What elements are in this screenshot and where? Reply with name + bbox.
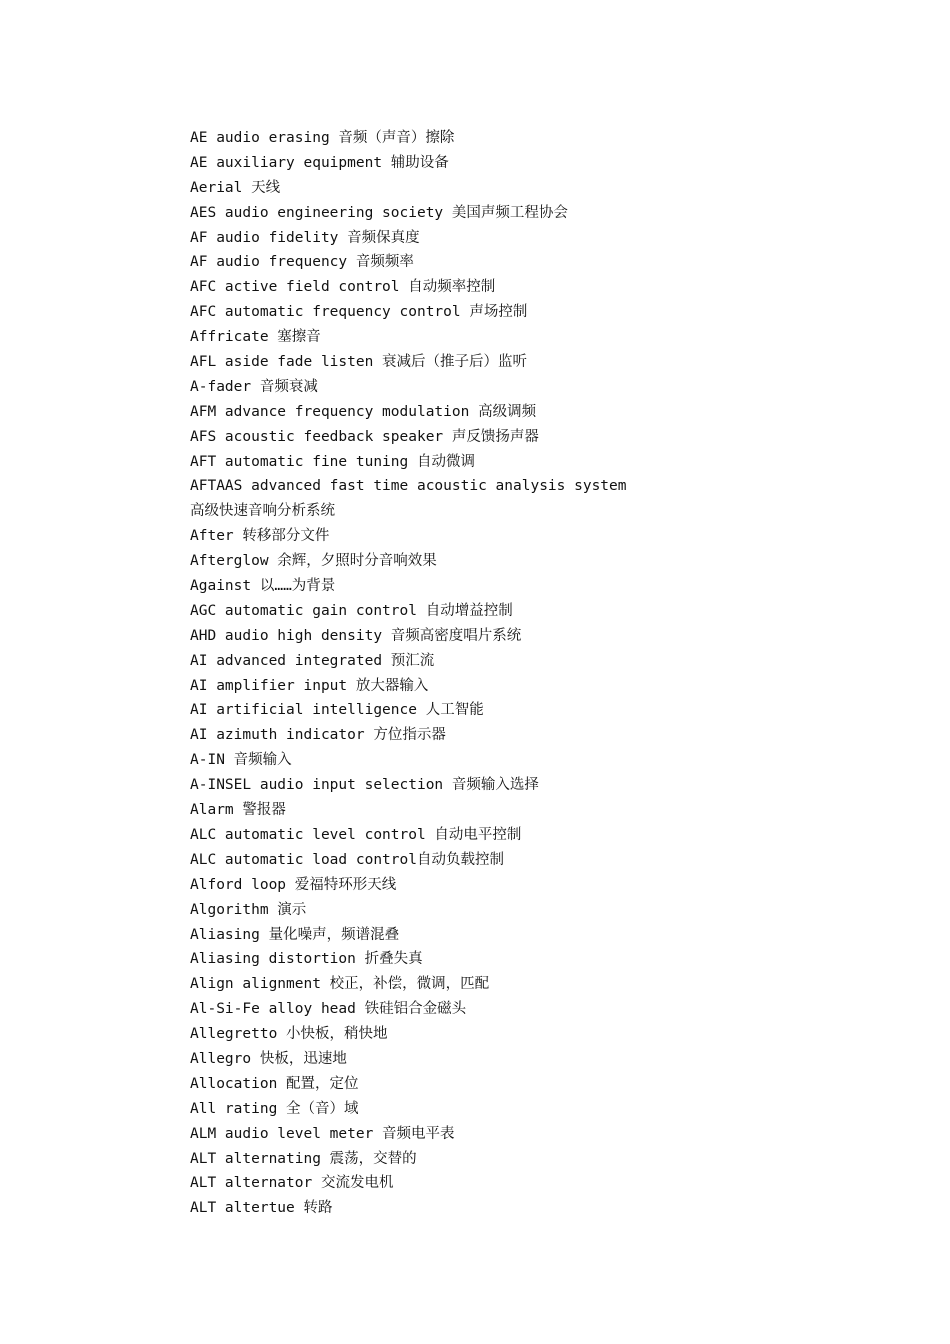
glossary-entry: ALC automatic load control自动负载控制 <box>190 851 504 868</box>
glossary-entry: AF audio fidelity 音频保真度 <box>190 229 420 246</box>
glossary-entry: ALT alternator 交流发电机 <box>190 1175 394 1192</box>
glossary-entry: Align alignment 校正，补偿，微调，匹配 <box>190 976 490 993</box>
glossary-entry: AGC automatic gain control 自动增益控制 <box>190 602 513 619</box>
glossary-entry-continuation: 高级快速音响分析系统 <box>190 503 335 520</box>
glossary-entry: Affricate 塞擦音 <box>190 329 321 346</box>
glossary-entry: AHD audio high density 音频高密度唱片系统 <box>190 627 522 644</box>
glossary-entry: ALT altertue 转路 <box>190 1200 333 1217</box>
glossary-entry: AE audio erasing 音频（声音）擦除 <box>190 130 455 146</box>
glossary-entry: AF audio frequency 音频频率 <box>190 254 414 271</box>
glossary-entry: Algorithm 演示 <box>190 901 307 918</box>
glossary-entry: Alarm 警报器 <box>190 802 286 819</box>
glossary-entry: AFC automatic frequency control 声场控制 <box>190 304 528 321</box>
glossary-entry: Aerial 天线 <box>190 179 281 196</box>
glossary-entry: Alford loop 爱福特环形天线 <box>190 876 397 893</box>
glossary-entry: A-IN 音频输入 <box>190 752 292 769</box>
glossary-entry: A-fader 音频衰减 <box>190 378 318 395</box>
glossary-entry: AFC active field control 自动频率控制 <box>190 279 496 296</box>
glossary-entry: AFS acoustic feedback speaker 声反馈扬声器 <box>190 428 539 445</box>
glossary-entry: AFL aside fade listen 衰减后（推子后）监听 <box>190 354 528 371</box>
glossary-entry: AES audio engineering society 美国声频工程协会 <box>190 204 568 221</box>
glossary-entry: Al-Si-Fe alloy head 铁硅铝合金磁头 <box>190 1001 467 1018</box>
glossary-entry: AI advanced integrated 预汇流 <box>190 652 435 669</box>
glossary-entry: Against 以……为背景 <box>190 578 336 595</box>
glossary-entry: AE auxiliary equipment 辅助设备 <box>190 154 449 171</box>
glossary-entry: After 转移部分文件 <box>190 528 330 545</box>
glossary-entry: All rating 全（音）域 <box>190 1100 359 1117</box>
glossary-list <box>190 126 910 1221</box>
glossary-entry: AI artificial intelligence 人工智能 <box>190 702 484 719</box>
glossary-entry: Allegretto 小快板，稍快地 <box>190 1026 388 1043</box>
glossary-entry: AFTAAS advanced fast time acoustic analysis system <box>190 478 627 495</box>
glossary-entry: Afterglow 余辉，夕照时分音响效果 <box>190 553 437 570</box>
glossary-entry: A-INSEL audio input selection 音频输入选择 <box>190 777 539 794</box>
glossary-entry: AFT automatic fine tuning 自动微调 <box>190 453 475 470</box>
glossary-entry: AFM advance frequency modulation 高级调频 <box>190 403 537 420</box>
glossary-entry: ALM audio level meter 音频电平表 <box>190 1125 455 1142</box>
glossary-entry: AI azimuth indicator 方位指示器 <box>190 727 446 744</box>
glossary-entry: Allegro 快板，迅速地 <box>190 1050 347 1067</box>
glossary-entry: AI amplifier input 放大器输入 <box>190 677 429 694</box>
glossary-entry: ALT alternating 震荡，交替的 <box>190 1150 417 1167</box>
glossary-entry: Aliasing 量化噪声，频谱混叠 <box>190 926 400 943</box>
glossary-entry: Aliasing distortion 折叠失真 <box>190 951 423 968</box>
glossary-entry: ALC automatic level control 自动电平控制 <box>190 826 522 843</box>
glossary-entry: Allocation 配置，定位 <box>190 1075 359 1092</box>
